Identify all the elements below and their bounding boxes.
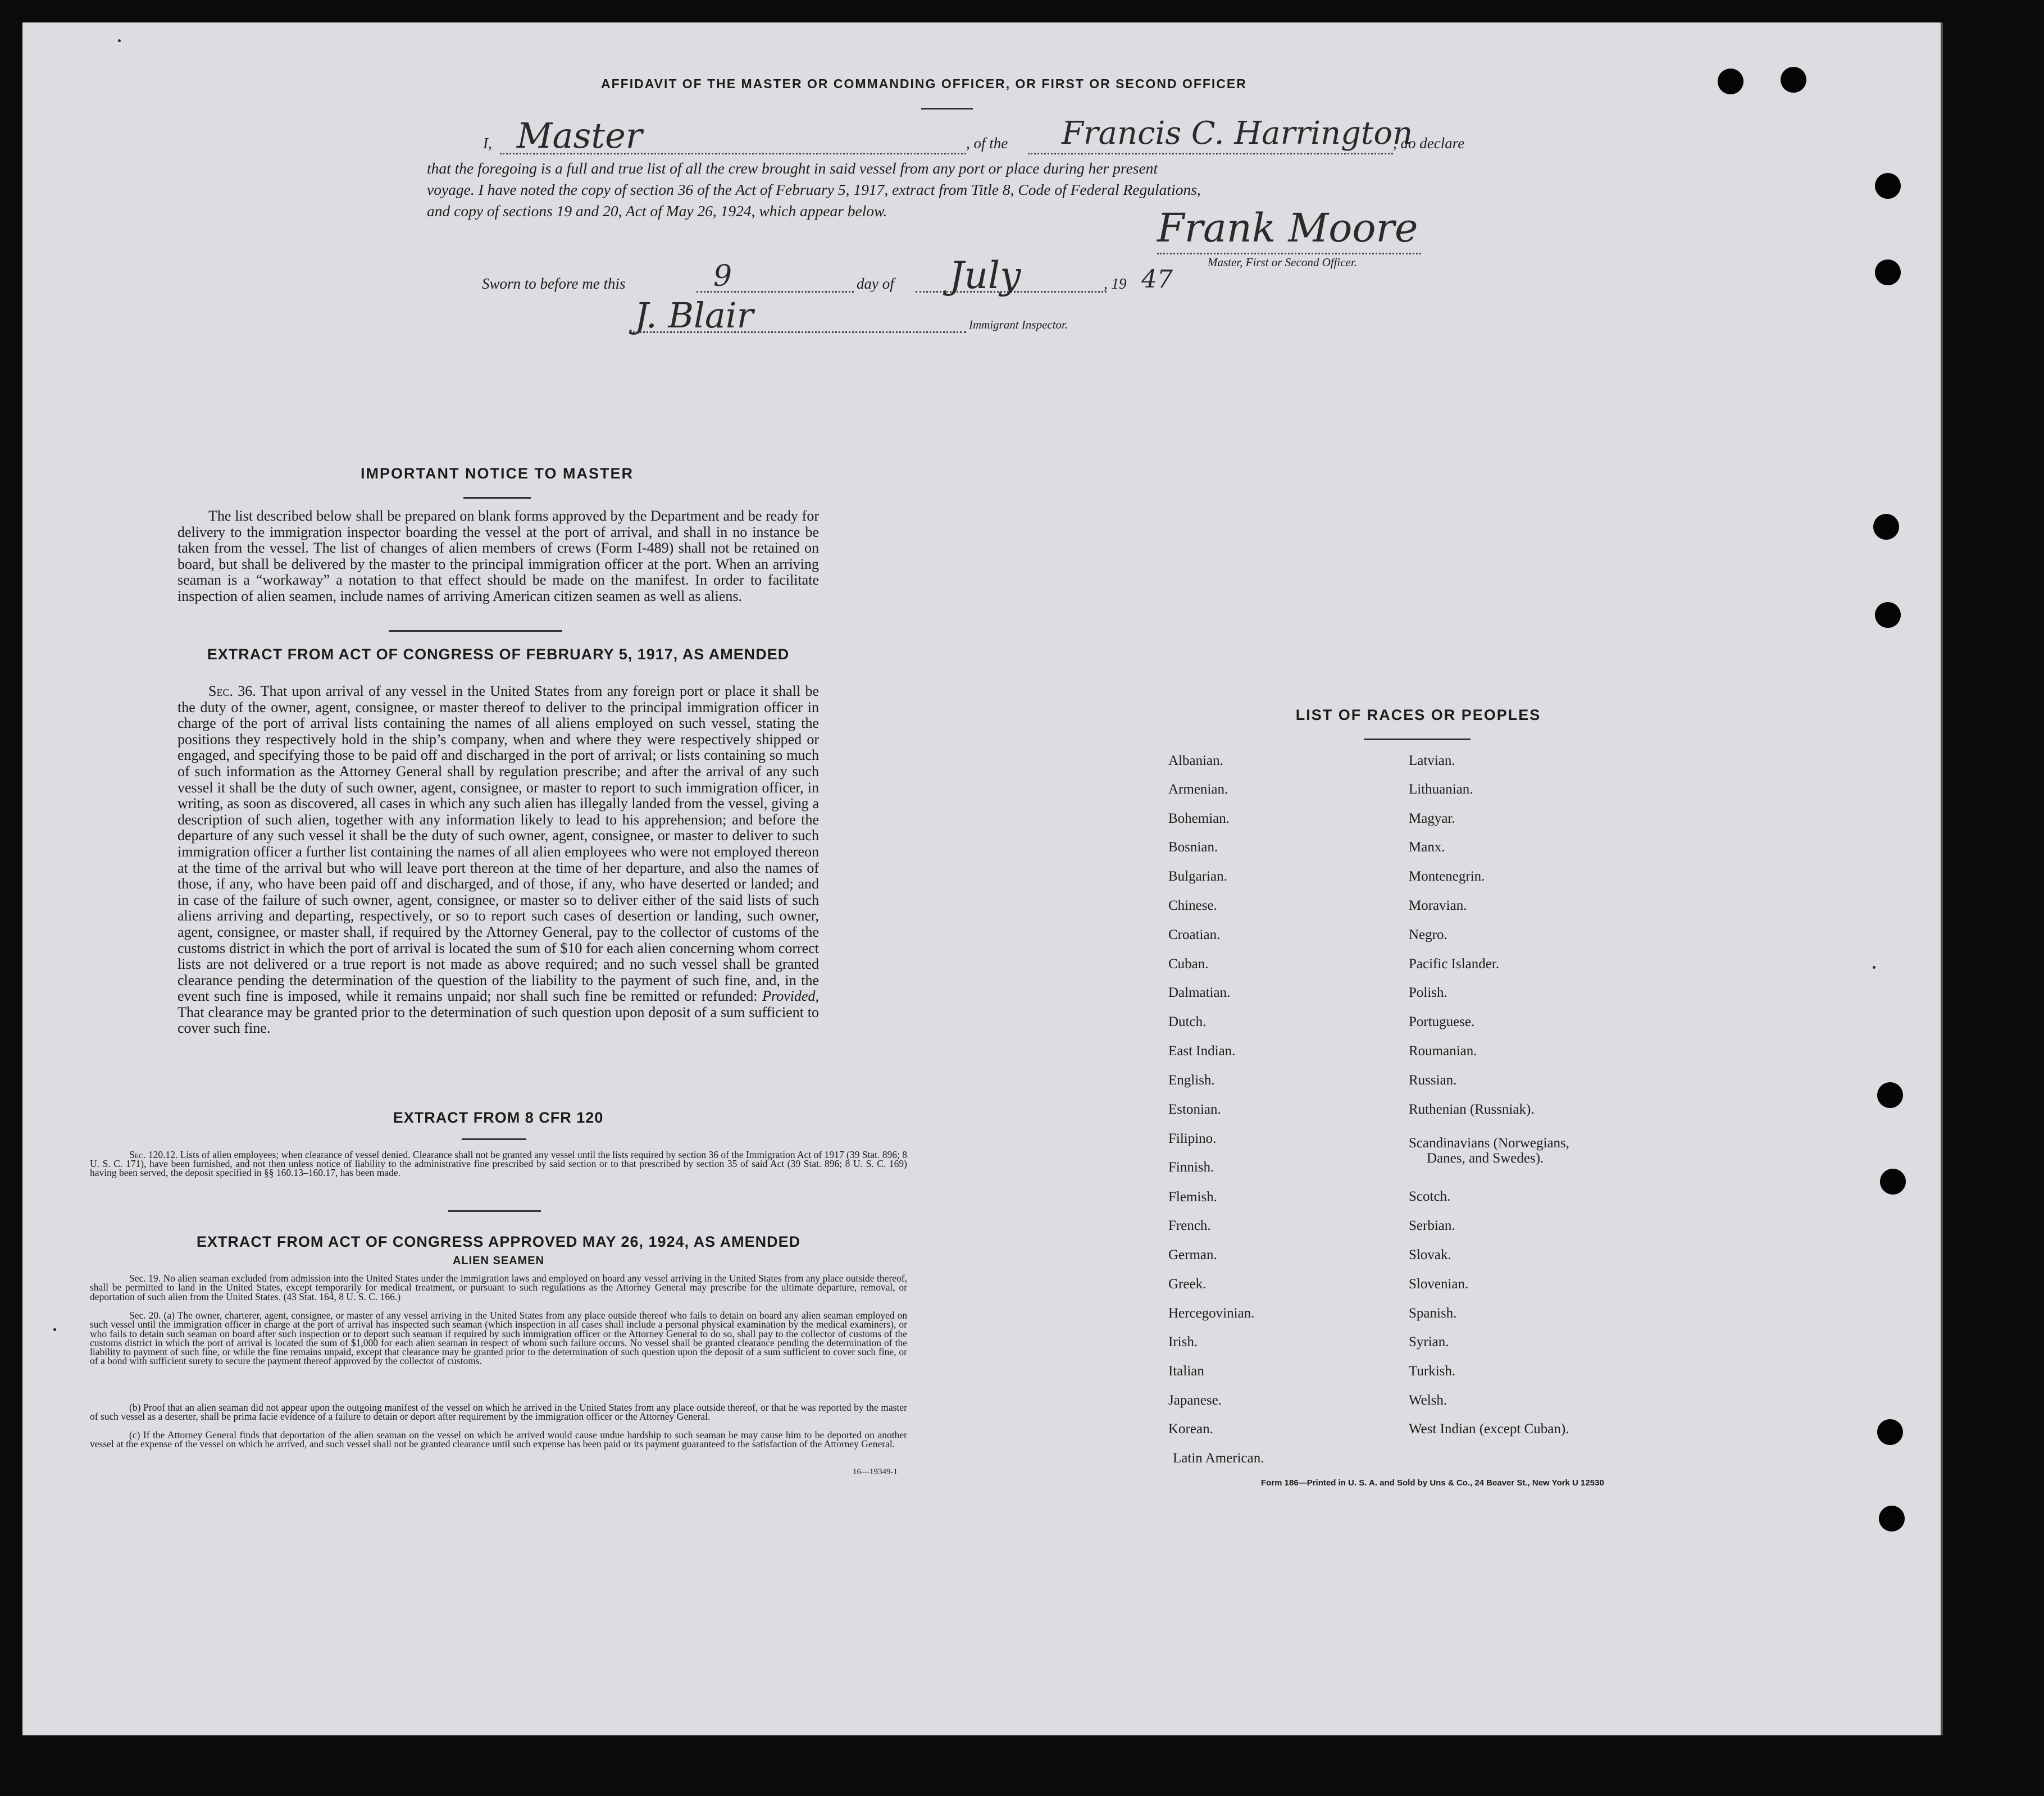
cfr-rule — [462, 1138, 526, 1140]
master-signature: Frank Moore — [1157, 205, 1418, 251]
section-36-text — [177, 683, 819, 1037]
punch-hole — [1880, 1169, 1906, 1195]
alien-seamen-subtitle: ALIEN SEAMEN — [452, 1255, 545, 1267]
affidavit-line-2: that the foregoing is a full and true list of all the crew brought in said vessel from any port or place during her present — [427, 159, 1158, 177]
race-item: Filipino. — [1168, 1131, 1217, 1146]
punch-hole — [1877, 1419, 1903, 1445]
races-title: LIST OF RACES OR PEOPLES — [1295, 706, 1541, 723]
handwritten-month: July — [949, 254, 1021, 297]
cfr-section-text — [90, 1150, 907, 1178]
race-item: Bohemian. — [1168, 811, 1230, 826]
race-item: East Indian. — [1168, 1043, 1236, 1059]
inspector-fill-line — [629, 331, 966, 333]
race-item: Latin American. — [1173, 1451, 1264, 1466]
race-item: Slovak. — [1409, 1247, 1451, 1262]
handwritten-vessel-name: Francis C. Harrington — [1062, 115, 1413, 152]
race-item: Lithuanian. — [1409, 782, 1473, 797]
handwritten-year: 47 — [1141, 265, 1173, 294]
race-item: Cuban. — [1168, 956, 1209, 972]
page-edge — [1941, 22, 1943, 1735]
affidavit-of-the: , of the — [966, 135, 1008, 152]
speck — [53, 1328, 56, 1331]
races-rule — [1364, 739, 1471, 740]
inspector-caption: Immigrant Inspector. — [969, 318, 1068, 331]
affidavit-do-declare: , do declare — [1393, 135, 1465, 152]
race-item: Scandinavians (Norwegians, — [1409, 1136, 1570, 1151]
section-19-text: Sec. 19. No alien seaman excluded from admission into the United States under the immigration laws and employed on board any vessel arriving in the United States from any place outside thereof, shall be permitted to land in the United States, except temporarily for medical treatment, or pursuant to such regulations as the Attorney General may prescribe for the ultimate departure, removal, or deportation of such alien from the United States. (43 Stat. 164, 8 U. S. C. 166.) — [90, 1273, 907, 1302]
cfr-end-rule — [448, 1210, 541, 1212]
race-item: Manx. — [1409, 840, 1445, 855]
race-item: Croatian. — [1168, 927, 1221, 942]
race-item: Ruthenian (Russniak). — [1409, 1102, 1535, 1117]
race-item: Serbian. — [1409, 1218, 1455, 1233]
race-item: Albanian. — [1168, 753, 1223, 768]
section-36-label: Sec. 36. — [208, 683, 256, 699]
race-item: Turkish. — [1409, 1364, 1456, 1379]
race-item: Roumanian. — [1409, 1043, 1477, 1059]
notice-end-rule — [389, 630, 562, 632]
punch-hole — [1718, 69, 1743, 94]
race-item: Magyar. — [1409, 811, 1455, 826]
notice-title: IMPORTANT NOTICE TO MASTER — [361, 465, 634, 482]
race-item: Bulgarian. — [1168, 869, 1227, 884]
punch-hole — [1781, 67, 1806, 93]
race-item: Greek. — [1168, 1277, 1207, 1292]
race-item: Bosnian. — [1168, 840, 1218, 855]
notice-text: The list described below shall be prepared on blank forms approved by the Department and be ready for delivery to the immigration inspector boarding the vessel at the port of arrival, and shall in no instance be taken from the vessel. The list of changes of alien members of crews (Form I-489) shall not be retained on board, but shall be delivered by the master to the principal immigration officer at the port. When an arriving seaman is a “workaway” a notation to that effect should be made on the manifest. In order to facilitate inspection of alien seamen, include names of arriving American citizen seamen as well as aliens. — [177, 508, 819, 604]
cfr-section-label: Sec. 120.12. — [129, 1149, 178, 1160]
extract-cfr-title: EXTRACT FROM 8 CFR 120 — [393, 1109, 604, 1126]
affidavit-line-i: I, — [483, 135, 492, 152]
race-item: Russian. — [1409, 1073, 1457, 1088]
race-item: Montenegrin. — [1409, 869, 1485, 884]
speck — [118, 39, 121, 42]
race-item: Scotch. — [1409, 1189, 1451, 1204]
punch-hole — [1873, 514, 1899, 540]
race-item: Estonian. — [1168, 1102, 1221, 1117]
notice-rule — [463, 497, 531, 499]
punch-hole — [1875, 173, 1901, 199]
race-item: Pacific Islander. — [1409, 956, 1500, 972]
race-item: Polish. — [1409, 985, 1447, 1000]
race-item: Latvian. — [1409, 753, 1455, 768]
punch-hole — [1877, 1082, 1903, 1108]
race-item: Dutch. — [1168, 1014, 1207, 1029]
sworn-year-prefix: , 19 — [1104, 275, 1127, 292]
race-item: Japanese. — [1168, 1393, 1222, 1408]
affidavit-title: AFFIDAVIT OF THE MASTER OR COMMANDING OFFICER, OR FIRST OR SECOND OFFICER — [601, 76, 1247, 91]
race-item: Syrian. — [1409, 1334, 1449, 1350]
form-number: 16—19349-1 — [853, 1467, 898, 1476]
section-20c-text: (c) If the Attorney General finds that deportation of the alien seaman on the vessel on which he arrived would cause undue hardship to such seaman he may cause him to be deported on another vessel at the expense of the vessel on which he arrived, and such vessel shall not be granted clearance until such expense has been paid or its payment guaranteed to the satisfaction of the Attorney General. — [90, 1429, 907, 1450]
race-item: Chinese. — [1168, 898, 1217, 913]
signature-caption: Master, First or Second Officer. — [1208, 256, 1357, 269]
race-item: Danes, and Swedes). — [1427, 1151, 1544, 1166]
title-rule — [921, 108, 973, 110]
race-item: Dalmatian. — [1168, 985, 1231, 1000]
extract-1917-title: EXTRACT FROM ACT OF CONGRESS OF FEBRUARY 5, 1917, AS AMENDED — [207, 646, 790, 663]
race-item: Hercegovinian. — [1168, 1306, 1255, 1321]
section-36-proviso: That clearance may be granted prior to the determination of such question upon deposit of a sum sufficient to cover such fine. — [177, 1004, 819, 1037]
section-36-body: That upon arrival of any vessel in the United States from any foreign port or place it shall be the duty of the owner, agent, consignee, or master thereof to deliver to the principal immigration officer in charge of the port of arrival lists containing the names of all aliens employed on such vessel, stating the positions they respectively hold in the ship’s company, when and where they were respectively shipped or engaged, and specifying those to be paid off and discharged in the port of arrival; or lists containing so much of such information as the Attorney General shall by regulation prescribe; and after the arrival of any such vessel it shall be the duty of such owner, agent, consignee, or master to report to such immigration officer, in writing, as soon as discovered, all cases in which any such alien has illegally landed from the vessel, giving a description of such alien, together with any information likely to lead to his apprehension; and before the departure of any such vessel it shall be the duty of such owner, agent, consignee, or master to deliver to such immigration officer a further list containing the names of all alien employees who were not employed thereon at the time of the arrival but who will leave port thereon at the time of her departure, and also the names of those, if any, who have been paid off and discharged, and of those, if any, who have deserted or landed; and in case of the failure of such owner, agent, consignee, or master so to deliver either of the said lists of such aliens arriving and departing, respectively, or so to report such cases of desertion or landing, such owner, agent, consignee, or master shall, if required by the Attorney General, pay to the collector of customs of the customs district in which the port of arrival is located the sum of $10 for each alien concerning whom correct lists are not delivered or a true report is not made as above required; and no such vessel shall be granted clearance pending the determination of the question of the liability to the payment of such fine, and, in the event such fine is imposed, while it remains unpaid; nor shall such fine be remitted or refunded: — [177, 683, 819, 1005]
signature-fill-line — [1157, 253, 1421, 254]
cfr-section-body: Lists of alien employees; when clearance of vessel denied. Clearance shall not be granted any vessel until the lists required by section 36 of the Immigration Act of 1917 (39 Stat. 896; 8 U. S. C. 171), have been furnished, and not then unless notice of liability to the administrative fine prescribed by said section or to that prescribed by section 35 of said Act (39 Stat. 896; 8 U. S. C. 169) having been served, the deposit specified in §§ 160.13–160.17, has been made. — [90, 1149, 907, 1179]
race-item: Flemish. — [1168, 1189, 1217, 1205]
race-item: English. — [1168, 1073, 1215, 1088]
printer-imprint: Form 186—Printed in U. S. A. and Sold by Uns & Co., 24 Beaver St., New York U 12530 — [1261, 1478, 1604, 1488]
race-item: Negro. — [1409, 927, 1447, 942]
race-item: Korean. — [1168, 1421, 1213, 1437]
race-item: Welsh. — [1409, 1393, 1447, 1408]
race-item: Spanish. — [1409, 1306, 1457, 1321]
punch-hole — [1879, 1506, 1905, 1531]
race-item: Portuguese. — [1409, 1014, 1475, 1029]
race-item: Irish. — [1168, 1334, 1198, 1350]
race-item: West Indian (except Cuban). — [1409, 1421, 1569, 1437]
race-item: Italian — [1168, 1364, 1204, 1379]
race-item: Slovenian. — [1409, 1277, 1469, 1292]
vessel-fill-line — [1028, 153, 1393, 154]
extract-1924-title: EXTRACT FROM ACT OF CONGRESS APPROVED MAY 26, 1924, AS AMENDED — [196, 1233, 801, 1250]
section-20b-text: (b) Proof that an alien seaman did not appear upon the outgoing manifest of the vessel on which he arrived in the United States from any place outside thereof, or that he was reported by the master of such vessel as a deserter, shall be prima facie evidence of a failure to detain or deport after requirement by the immigration officer or the Attorney General. — [90, 1402, 907, 1423]
punch-hole — [1875, 259, 1901, 285]
sworn-prefix: Sworn to before me this — [482, 275, 626, 292]
affidavit-line-4: and copy of sections 19 and 20, Act of May 26, 1924, which appear below. — [427, 202, 887, 220]
race-item: German. — [1168, 1247, 1217, 1262]
race-item: Moravian. — [1409, 898, 1467, 913]
race-item: Armenian. — [1168, 782, 1228, 797]
handwritten-day: 9 — [713, 259, 732, 293]
race-item: Finnish. — [1168, 1160, 1214, 1175]
sworn-day-of: day of — [857, 275, 894, 292]
punch-hole — [1875, 602, 1901, 628]
affidavit-line-3: voyage. I have noted the copy of section 36 of the Act of February 5, 1917, extract from Title 8, Code of Federal Regulations, — [427, 181, 1201, 198]
speck — [1873, 966, 1875, 969]
section-20a-text: Sec. 20. (a) The owner, charterer, agent, consignee, or master of any vessel arriving in the United States from any place outside thereof who fails to detain on board any alien seaman employed on such vessel until the immigration officer in charge at the port of arrival has inspected such seaman (which inspection in all cases shall include a personal physical examination by the medical examiners), or who fails to detain such seaman on board after such inspection or to deport such seaman if required by such immigration officer or the Attorney General to do so, shall pay to the collector of customs of the customs district in which the port of arrival is located the sum of $1,000 for each alien seaman in respect of whom such failure occurs. No vessel shall be granted clearance pending the determination of the liability to payment of such fine, or while the fine remains unpaid, except that clearance may be granted prior to the determination of such question upon the deposit of a sum sufficient to cover such fine, or of a bond with sufficient surety to secure the payment thereof approved by the collector of customs. — [90, 1310, 907, 1367]
race-item: French. — [1168, 1218, 1211, 1233]
provided-label: Provided, — [762, 988, 819, 1005]
inspector-signature: J. Blair — [635, 295, 754, 336]
handwritten-title: Master — [517, 115, 643, 156]
